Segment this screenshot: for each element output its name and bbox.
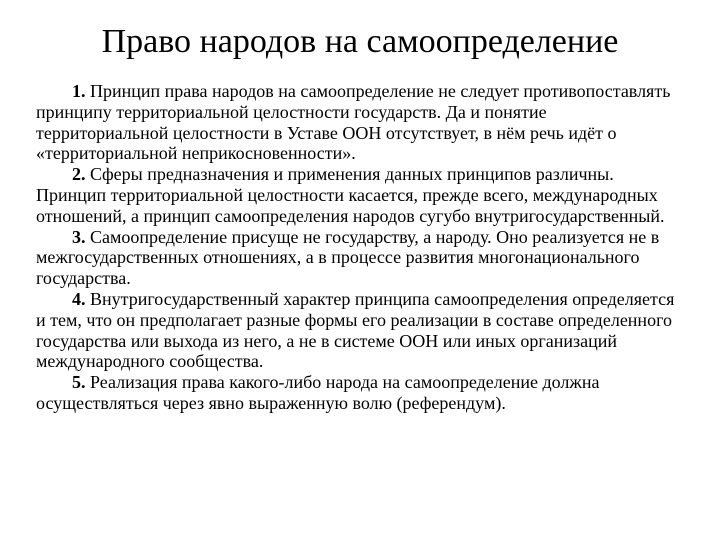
paragraph-number: 2. xyxy=(72,164,86,185)
paragraph-number: 4. xyxy=(72,288,86,309)
paragraph-5 xyxy=(36,372,680,414)
paragraph-text: Сферы предназначения и применения данных принципов различны. Принцип территориальной целостности касается, прежде всего, международных отношений, а принцип самоопределения народов сугубо внутригосударственный. xyxy=(36,164,665,226)
paragraph-text: Самоопределение присуще не государству, а народу. Оно реализуется не в межгосударственных отношениях, а в процессе развития многонационального государства. xyxy=(36,226,660,289)
paragraph-3 xyxy=(36,227,680,289)
paragraph-text: Принцип права народов на самоопределение не следует противопоставлять принципу территориальной целостности государств. Да и понятие территориальной целостности в Уставе ООН отсутствует, в нём речь идёт о «территориальной неприкосновенности». xyxy=(36,81,671,164)
slide-title: Право народов на самоопределение xyxy=(101,23,619,60)
paragraph-4 xyxy=(36,289,680,372)
paragraph-text: Реализация права какого-либо народа на самоопределение должна осуществляться через явно выраженную волю (референдум). xyxy=(36,372,600,413)
paragraph-number: 5. xyxy=(72,372,86,393)
paragraph-number: 3. xyxy=(72,226,86,247)
slide-body xyxy=(36,81,680,414)
paragraph-2 xyxy=(36,164,680,226)
paragraph-1 xyxy=(36,81,680,164)
paragraph-text: Внутригосударственный характер принципа самоопределения определяется и тем, что он предполагает разные формы его реализации в составе определенного государства или выхода из него, а не в системе ООН или иных организаций международного сообщества. xyxy=(36,288,675,372)
paragraph-number: 1. xyxy=(72,81,86,101)
